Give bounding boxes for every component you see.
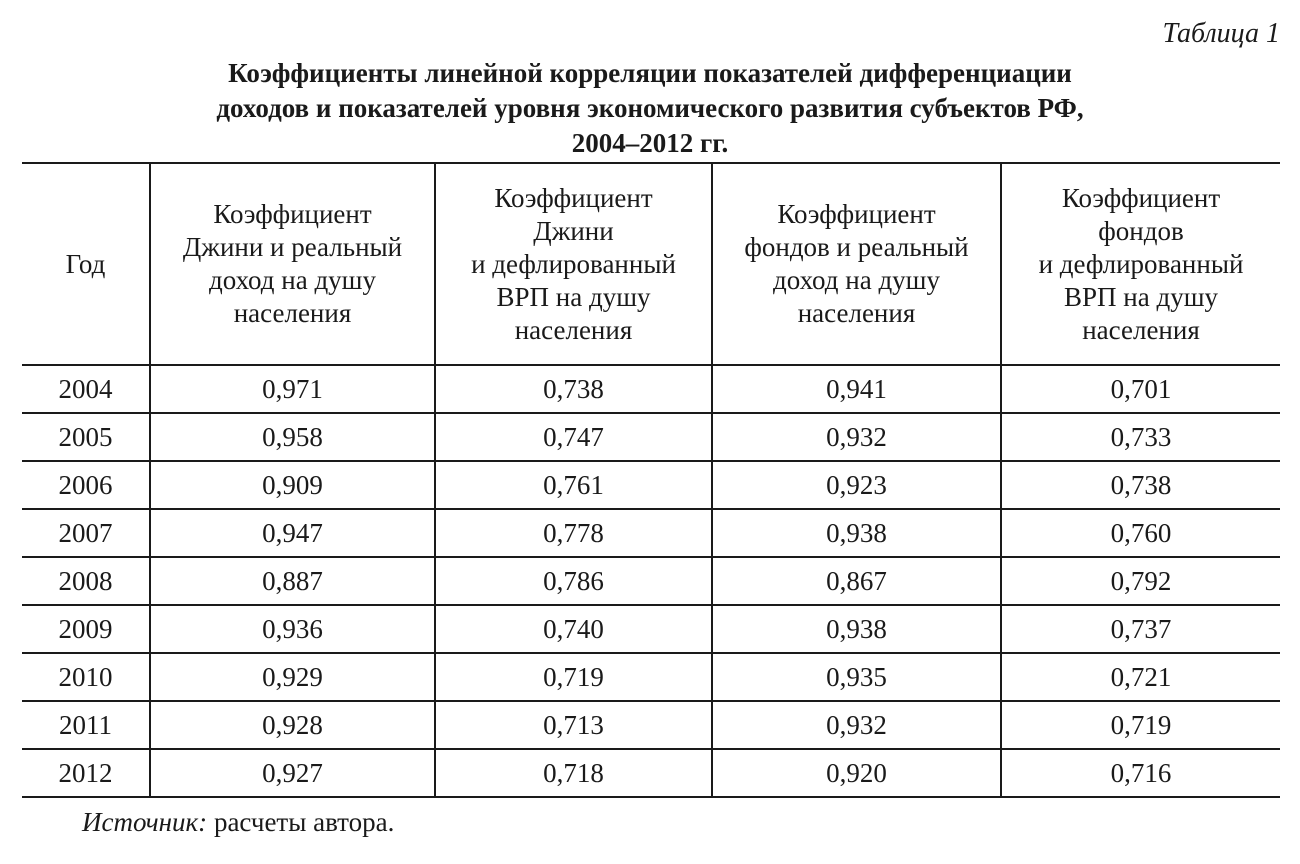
cell-value: 0,929 [150, 653, 435, 701]
header-line: населения [514, 314, 633, 345]
table-row [22, 557, 1280, 605]
cell-value: 0,887 [150, 557, 435, 605]
cell-value: 0,932 [712, 701, 1001, 749]
cell-year: 2012 [22, 749, 150, 797]
table-row [22, 413, 1280, 461]
table-row [22, 365, 1280, 413]
header-line: Джини [533, 215, 614, 246]
header-line: населения [797, 298, 916, 328]
table-row [22, 749, 1280, 797]
header-gini-grp [435, 163, 712, 365]
cell-year: 2005 [22, 413, 150, 461]
source-note [82, 806, 394, 838]
cell-value: 0,760 [1001, 509, 1280, 557]
table-row [22, 461, 1280, 509]
table-title-line: 2004–2012 гг. [571, 128, 729, 158]
header-line: доход на душу [209, 265, 376, 295]
cell-value: 0,928 [150, 701, 435, 749]
header-line: Коэффициент [213, 199, 372, 229]
header-gini-real-income [150, 163, 435, 365]
header-funds-grp [1001, 163, 1280, 365]
header-line: Год [65, 248, 106, 279]
cell-value: 0,719 [1001, 701, 1280, 749]
header-line: фондов [1098, 215, 1184, 246]
cell-year: 2008 [22, 557, 150, 605]
cell-value: 0,947 [150, 509, 435, 557]
cell-value: 0,935 [712, 653, 1001, 701]
cell-value: 0,719 [435, 653, 712, 701]
header-line: и дефлированный [471, 248, 676, 279]
table-title [0, 56, 1300, 161]
cell-value: 0,778 [435, 509, 712, 557]
cell-year: 2009 [22, 605, 150, 653]
table-row [22, 509, 1280, 557]
cell-value: 0,740 [435, 605, 712, 653]
cell-value: 0,792 [1001, 557, 1280, 605]
cell-value: 0,932 [712, 413, 1001, 461]
header-funds-real-income [712, 163, 1001, 365]
cell-year: 2006 [22, 461, 150, 509]
header-line: доход на душу [773, 265, 940, 295]
cell-value: 0,701 [1001, 365, 1280, 413]
cell-value: 0,936 [150, 605, 435, 653]
cell-year: 2004 [22, 365, 150, 413]
header-line: населения [1082, 314, 1200, 345]
correlation-table [22, 162, 1280, 798]
cell-value: 0,909 [150, 461, 435, 509]
cell-value: 0,927 [150, 749, 435, 797]
cell-value: 0,713 [435, 701, 712, 749]
cell-value: 0,958 [150, 413, 435, 461]
cell-value: 0,747 [435, 413, 712, 461]
cell-value: 0,738 [435, 365, 712, 413]
cell-value: 0,867 [712, 557, 1001, 605]
header-line: и дефлированный [1038, 248, 1244, 279]
table-header-row [22, 163, 1280, 365]
header-line: ВРП на душу [1064, 281, 1218, 312]
table-title-line: доходов и показателей уровня экономического развития субъектов РФ, [216, 93, 1084, 123]
cell-value: 0,941 [712, 365, 1001, 413]
cell-value: 0,938 [712, 509, 1001, 557]
table-row [22, 701, 1280, 749]
cell-value: 0,737 [1001, 605, 1280, 653]
cell-value: 0,716 [1001, 749, 1280, 797]
cell-value: 0,938 [712, 605, 1001, 653]
header-line: Джини и реальный [182, 232, 403, 262]
cell-value: 0,721 [1001, 653, 1280, 701]
table-row [22, 605, 1280, 653]
header-year [22, 163, 150, 365]
cell-year: 2010 [22, 653, 150, 701]
header-line: Коэффициент [1061, 182, 1221, 213]
cell-value: 0,786 [435, 557, 712, 605]
cell-year: 2011 [22, 701, 150, 749]
cell-value: 0,718 [435, 749, 712, 797]
table-title-line: Коэффициенты линейной корреляции показателей дифференциации [228, 58, 1072, 88]
header-line: Коэффициент [494, 182, 653, 213]
cell-value: 0,733 [1001, 413, 1280, 461]
table-number: Таблица 1 [1162, 18, 1280, 49]
cell-value: 0,920 [712, 749, 1001, 797]
header-line: Коэффициент [777, 199, 936, 229]
cell-value: 0,761 [435, 461, 712, 509]
cell-year: 2007 [22, 509, 150, 557]
header-line: населения [233, 298, 352, 328]
cell-value: 0,738 [1001, 461, 1280, 509]
table-row [22, 653, 1280, 701]
source-text: расчеты автора. [207, 807, 395, 837]
source-label: Источник: [82, 807, 208, 837]
header-line: ВРП на душу [496, 281, 651, 312]
header-line: фондов и реальный [744, 232, 969, 262]
cell-value: 0,971 [150, 365, 435, 413]
cell-value: 0,923 [712, 461, 1001, 509]
